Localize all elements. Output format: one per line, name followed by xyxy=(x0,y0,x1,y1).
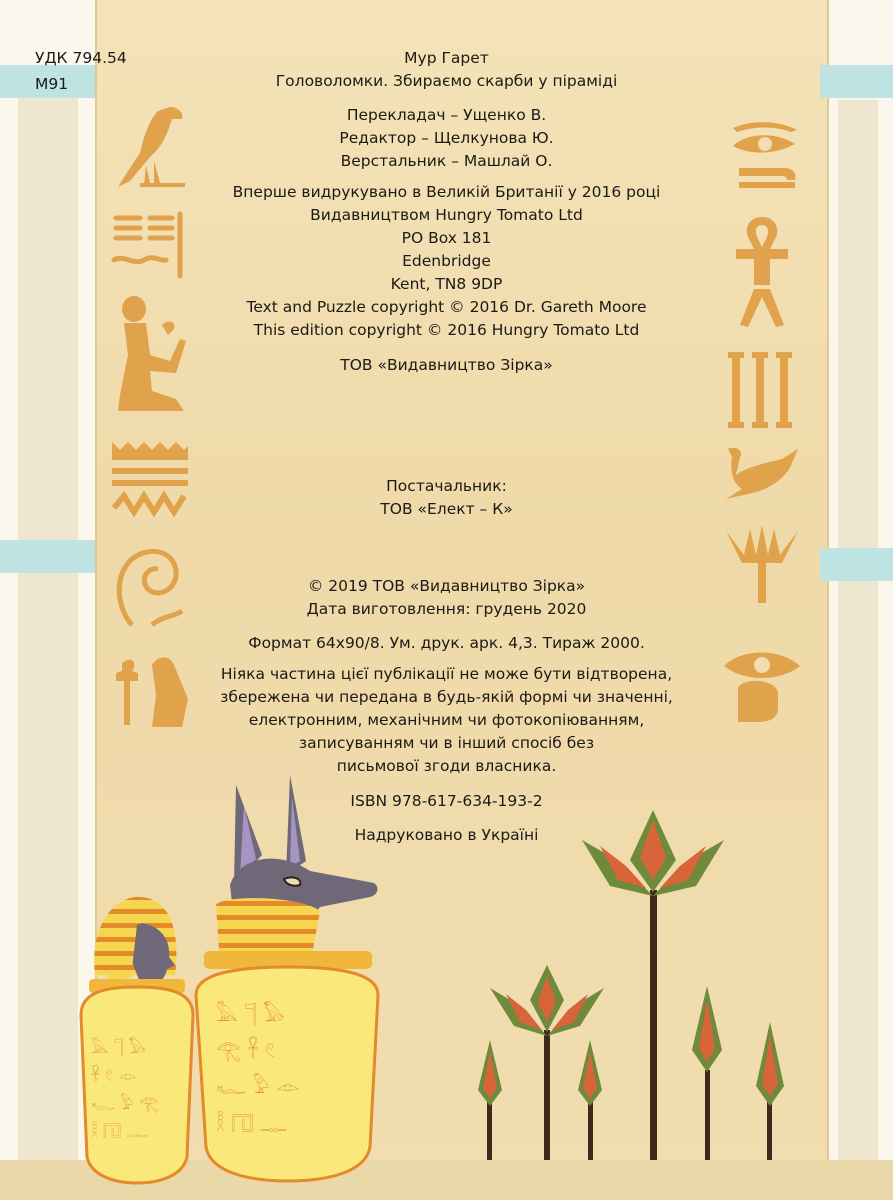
svg-text:𓆑 𓅱 𓂀: 𓆑 𓅱 𓂀 xyxy=(91,1094,159,1113)
rights-line-5: письмової згоди власника. xyxy=(336,757,557,775)
editor: Редактор – Щелкунова Ю. xyxy=(339,129,554,147)
stripe-left-mid xyxy=(0,540,95,573)
original-publisher: Видавництвом Hungry Tomato Ltd xyxy=(310,206,583,224)
human-head-canopic-jar xyxy=(75,895,200,1185)
address-line-1: PO Box 181 xyxy=(401,229,492,247)
supplier-label: Постачальник: xyxy=(386,477,507,495)
author-mark: М91 xyxy=(35,75,69,93)
copyright-text: Text and Puzzle copyright © 2016 Dr. Gareth Moore xyxy=(246,298,647,316)
rights-line-4: записуванням чи в інший спосіб без xyxy=(298,734,595,752)
address-line-3: Kent, TN8 9DP xyxy=(390,275,503,293)
printed-in: Надруковано в Україні xyxy=(354,826,539,844)
svg-text:𓋹 𓏲 𓁹: 𓋹 𓏲 𓁹 xyxy=(91,1066,139,1085)
rights-line-3: електронним, механічним чи фотокопіюванням, xyxy=(248,711,645,729)
copyright-edition: This edition copyright © 2016 Hungry Tomato Ltd xyxy=(253,321,640,339)
imprint-copyright: © 2019 ТОВ «Видавництво Зірка» xyxy=(307,577,586,595)
isbn: ISBN 978-617-634-193-2 xyxy=(350,792,543,810)
svg-text:𓆑 𓅱 𓁹: 𓆑 𓅱 𓁹 xyxy=(216,1074,301,1098)
address-line-2: Edenbridge xyxy=(402,252,491,270)
rights-line-1: Ніяка частина цієї публікації не може бути відтворена, xyxy=(220,665,673,683)
large-lotus xyxy=(582,810,724,1160)
stripe-right-top xyxy=(820,65,893,98)
manufacture-date: Дата виготовлення: грудень 2020 xyxy=(306,600,587,618)
first-printed: Вперше видрукувано в Великій Британії у 2016 році xyxy=(232,183,661,201)
anubis-canopic-jar xyxy=(190,775,385,1185)
svg-text:𓅓 𓊹 𓅃: 𓅓 𓊹 𓅃 xyxy=(216,1002,286,1026)
stripe-right-mid xyxy=(820,548,893,581)
layout-designer: Верстальник – Машлай О. xyxy=(340,152,553,170)
udc-code: УДК 794.54 xyxy=(35,49,127,67)
svg-text:𓅓 𓊹 𓅃: 𓅓 𓊹 𓅃 xyxy=(91,1038,147,1057)
translator: Перекладач – Ущенко В. xyxy=(346,106,547,124)
lotus-flowers-illustration xyxy=(470,800,820,1160)
book-author: Мур Гарет xyxy=(404,49,489,67)
supplier-name: ТОВ «Елект – К» xyxy=(380,500,513,518)
publisher-name: ТОВ «Видавництво Зірка» xyxy=(340,356,553,374)
rights-line-2: збережена чи передана в будь-якій формі чи значенні, xyxy=(220,688,673,706)
book-title: Головоломки. Збираємо скарби у піраміді xyxy=(275,72,618,90)
svg-text:𓎛 𓉔 𓊃: 𓎛 𓉔 𓊃 xyxy=(216,1112,288,1136)
print-format: Формат 64х90/8. Ум. друк. арк. 4,3. Тираж 2000. xyxy=(248,634,645,652)
svg-text:𓎛 𓉔 𓊃: 𓎛 𓉔 𓊃 xyxy=(91,1122,148,1141)
svg-text:𓂀 𓋹 𓏲: 𓂀 𓋹 𓏲 xyxy=(216,1038,276,1062)
